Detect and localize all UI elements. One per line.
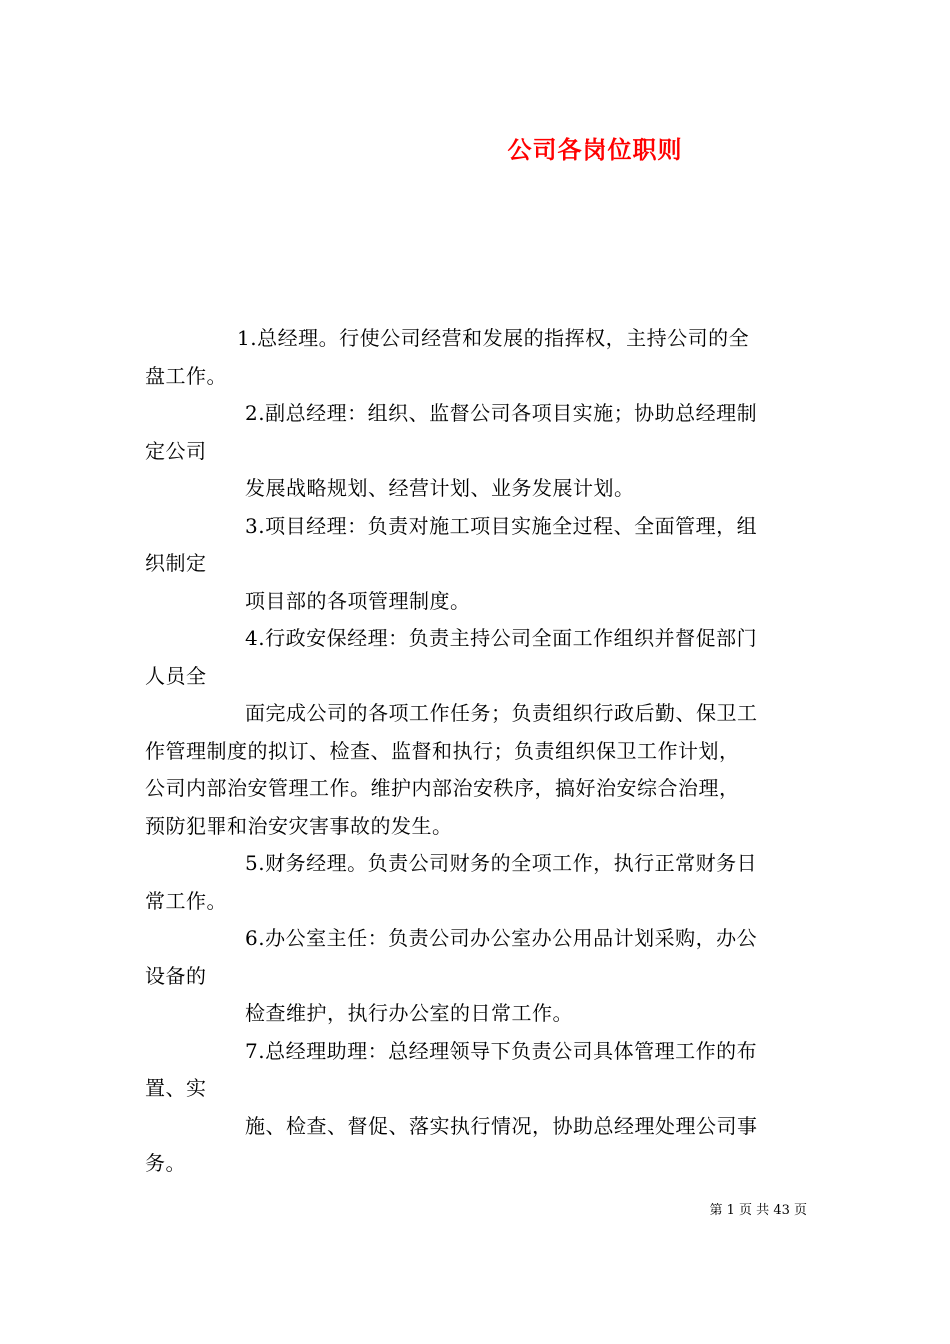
paragraph-line: 3.项目经理：负责对施工项目实施全过程、全面管理，组 xyxy=(245,513,758,538)
paragraph-line: 施、检查、督促、落实执行情况，协助总经理处理公司事 xyxy=(245,1113,758,1138)
document-title: 公司各岗位职则 xyxy=(507,135,683,164)
paragraph-line: 2.副总经理：组织、监督公司各项目实施；协助总经理制 xyxy=(245,401,758,425)
page-number-footer: 第 1 页 共 43 页 xyxy=(709,1203,807,1218)
paragraph-line: 检查维护，执行办公室的日常工作。 xyxy=(245,1001,573,1025)
paragraph-line: 作管理制度的拟订、检查、监督和执行；负责组织保卫工作计划， xyxy=(145,738,740,763)
paragraph-line: 发展战略规划、经营计划、业务发展计划。 xyxy=(245,476,635,500)
paragraph-line: 面完成公司的各项工作任务；负责组织行政后勤、保卫工 xyxy=(245,701,758,725)
document-body xyxy=(145,320,810,1183)
paragraph-line: 5.财务经理。负责公司财务的全项工作，执行正常财务日 xyxy=(245,851,758,875)
paragraph-line: 织制定 xyxy=(145,551,207,575)
paragraph-line: 人员全 xyxy=(145,663,207,688)
paragraph-line: 4.行政安保经理：负责主持公司全面工作组织并督促部门 xyxy=(245,626,758,650)
paragraph-line: 公司内部治安管理工作。维护内部治安秩序，搞好治安综合治理， xyxy=(145,776,740,800)
paragraph-line: 6.办公室主任：负责公司办公室办公用品计划采购，办公 xyxy=(245,926,758,950)
paragraph-line: 1.总经理。行使公司经营和发展的指挥权，主持公司的全 xyxy=(237,326,750,350)
paragraph-line: 设备的 xyxy=(145,963,207,988)
paragraph-line: 预防犯罪和治安灾害事故的发生。 xyxy=(145,813,453,838)
paragraph-line: 7.总经理助理：总经理领导下负责公司具体管理工作的布 xyxy=(245,1038,758,1063)
paragraph-line: 常工作。 xyxy=(145,888,227,913)
paragraph-line: 盘工作。 xyxy=(145,363,227,388)
paragraph-line: 项目部的各项管理制度。 xyxy=(245,588,471,613)
paragraph-line: 置、实 xyxy=(145,1076,207,1100)
paragraph-line: 务。 xyxy=(145,1151,186,1175)
paragraph-line: 定公司 xyxy=(145,438,207,463)
